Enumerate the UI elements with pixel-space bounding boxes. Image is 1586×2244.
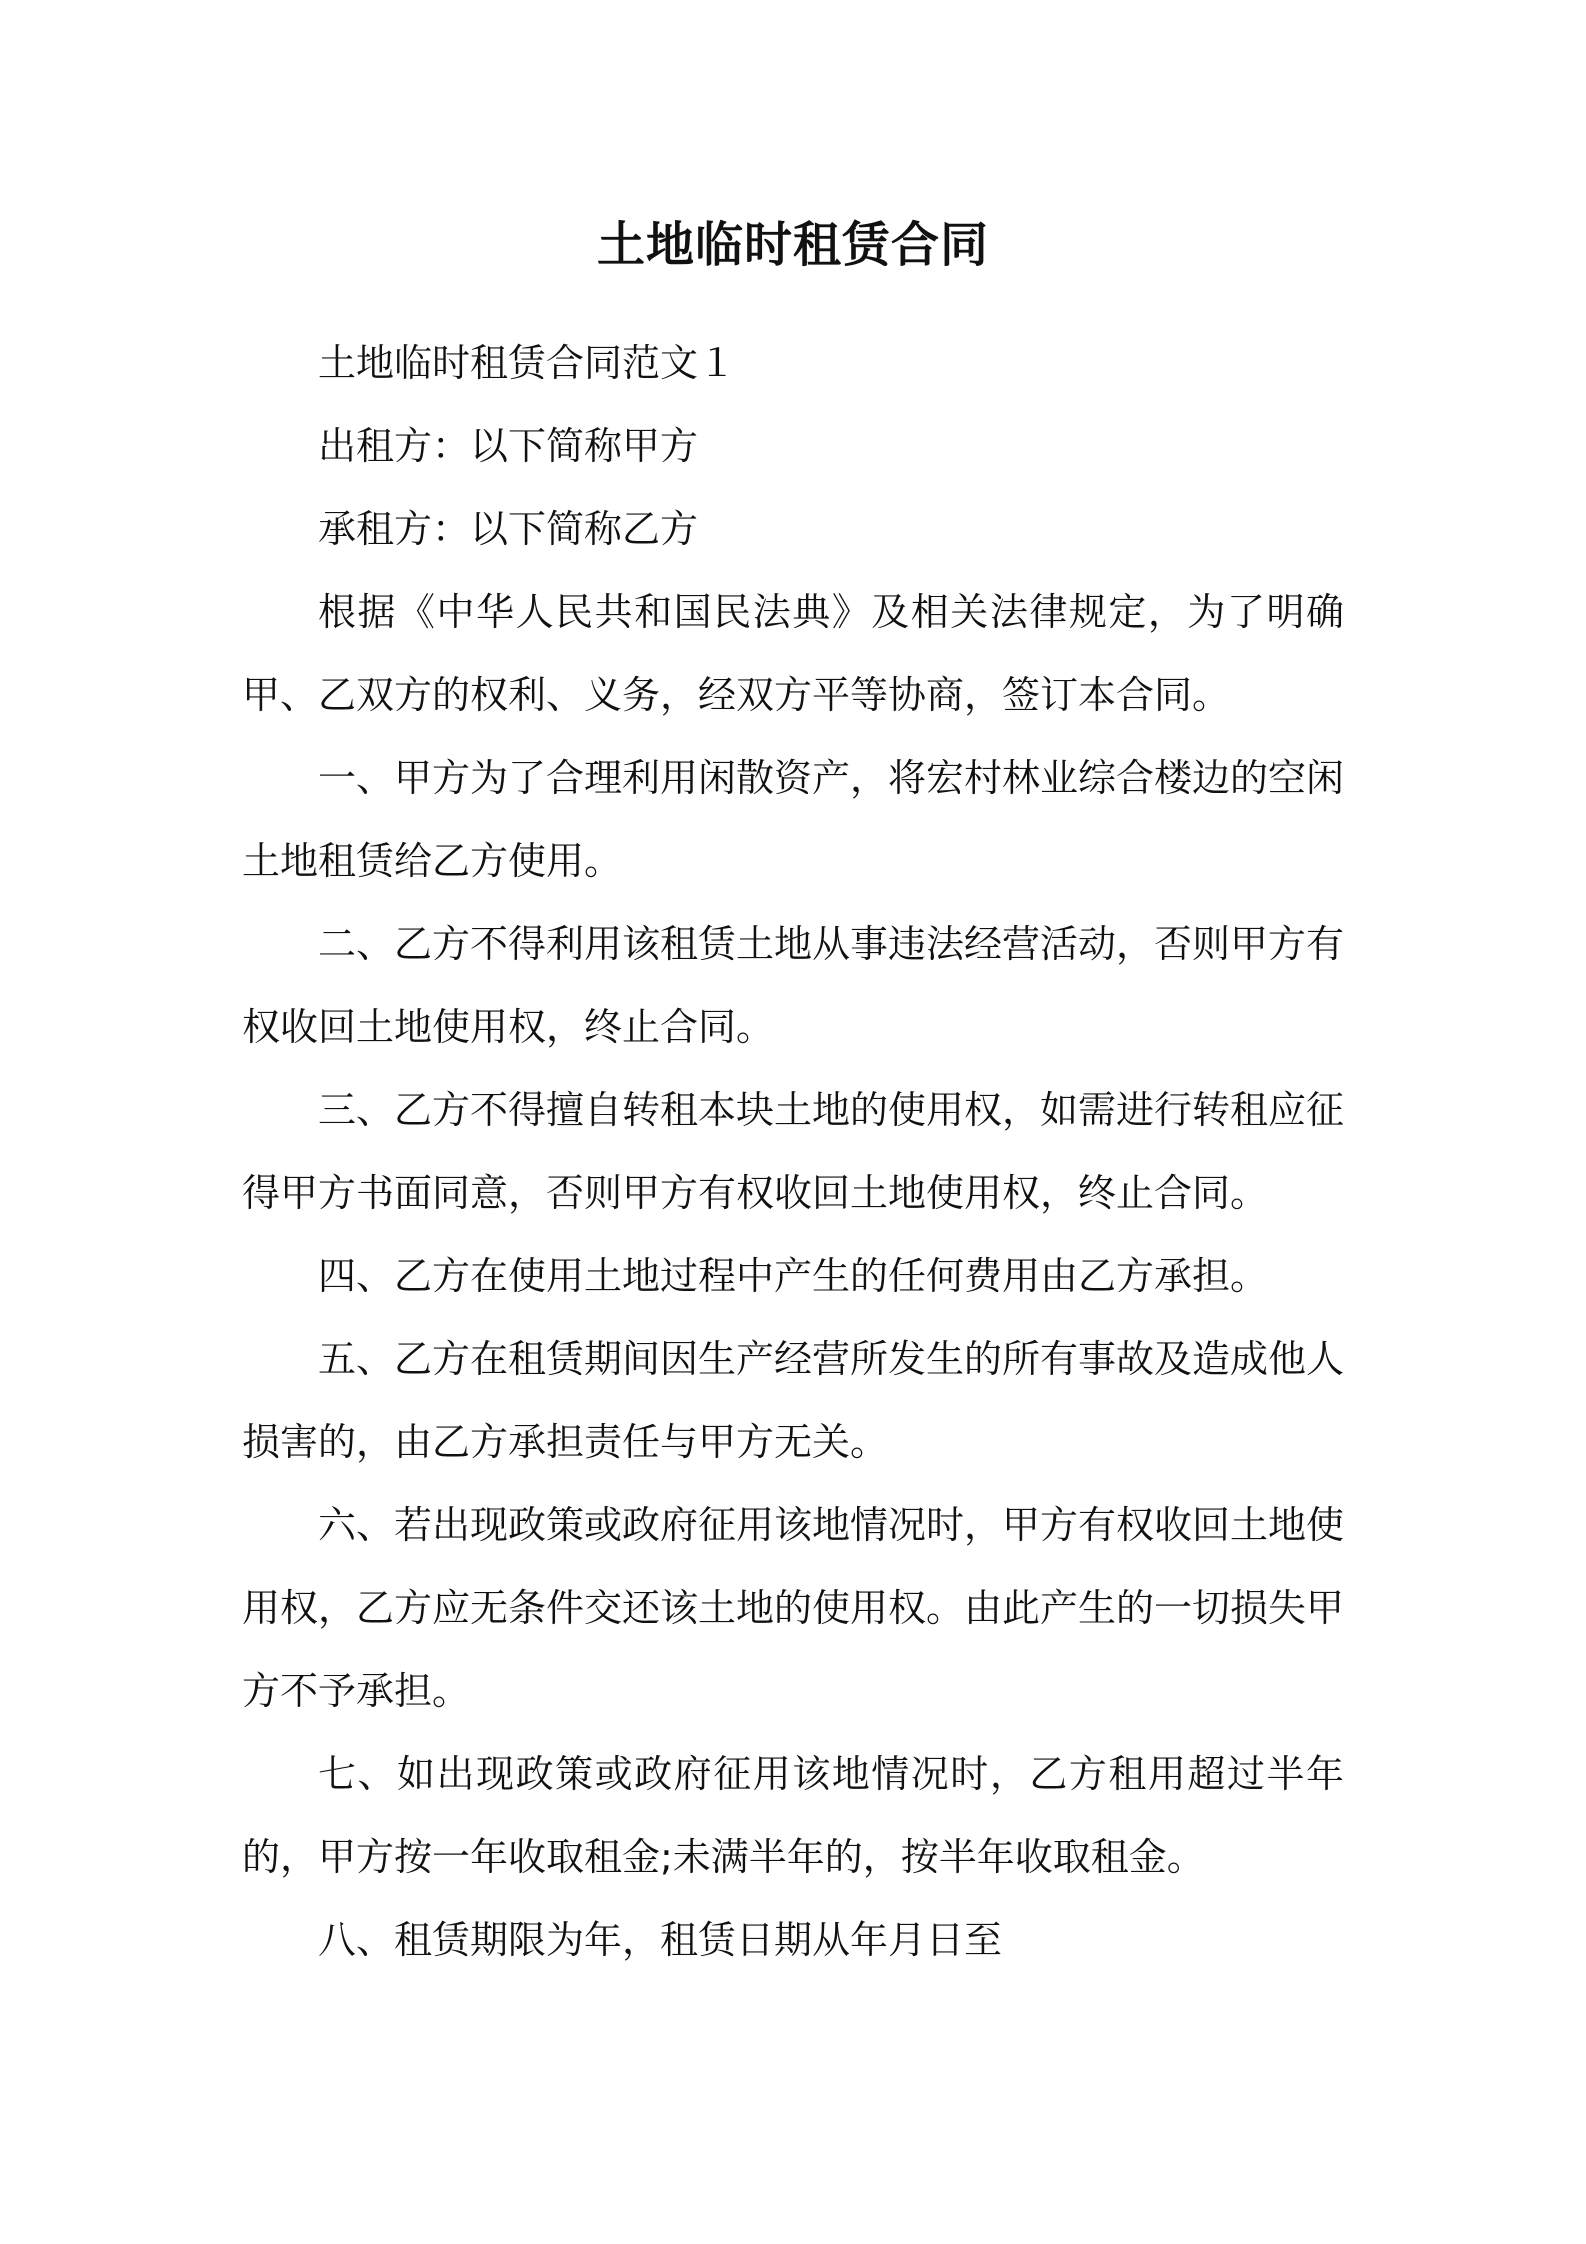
document-body — [242, 322, 1344, 1982]
paragraph-clause-2: 二、乙方不得利用该租赁土地从事违法经营活动，否则甲方有权收回土地使用权，终止合同。 — [242, 922, 1345, 1049]
paragraph-clause-4: 四、乙方在使用土地过程中产生的任何费用由乙方承担。 — [318, 1254, 1269, 1298]
paragraph-clause-3: 三、乙方不得擅自转租本块土地的使用权，如需进行转租应征得甲方书面同意，否则甲方有权收回土地使用权，终止合同。 — [242, 1088, 1345, 1215]
paragraph-clause-8: 八、租赁期限为年，租赁日期从年月日至 — [318, 1918, 1003, 1962]
paragraph-clause-7: 七、如出现政策或政府征用该地情况时，乙方租用超过半年的，甲方按一年收取租金;未满半年的，按半年收取租金。 — [242, 1752, 1344, 1879]
paragraph-lessee: 承租方：以下简称乙方 — [318, 507, 699, 551]
paragraph-clause-6: 六、若出现政策或政府征用该地情况时，甲方有权收回土地使用权，乙方应无条件交还该土地的使用权。由此产生的一切损失甲方不予承担。 — [242, 1503, 1345, 1713]
document-title: 土地临时租赁合同 — [596, 217, 989, 273]
paragraph-preamble: 根据《中华人民共和国民法典》及相关法律规定，为了明确甲、乙双方的权利、义务，经双方平等协商，签订本合同。 — [242, 590, 1344, 717]
paragraph-lessor: 出租方：以下简称甲方 — [318, 424, 699, 468]
paragraph-heading-sample: 土地临时租赁合同范文１ — [318, 341, 737, 385]
paragraph-clause-1: 一、甲方为了合理利用闲散资产，将宏村林业综合楼边的空闲土地租赁给乙方使用。 — [242, 756, 1345, 883]
paragraph-clause-5: 五、乙方在租赁期间因生产经营所发生的所有事故及造成他人损害的，由乙方承担责任与甲方无关。 — [242, 1337, 1345, 1464]
